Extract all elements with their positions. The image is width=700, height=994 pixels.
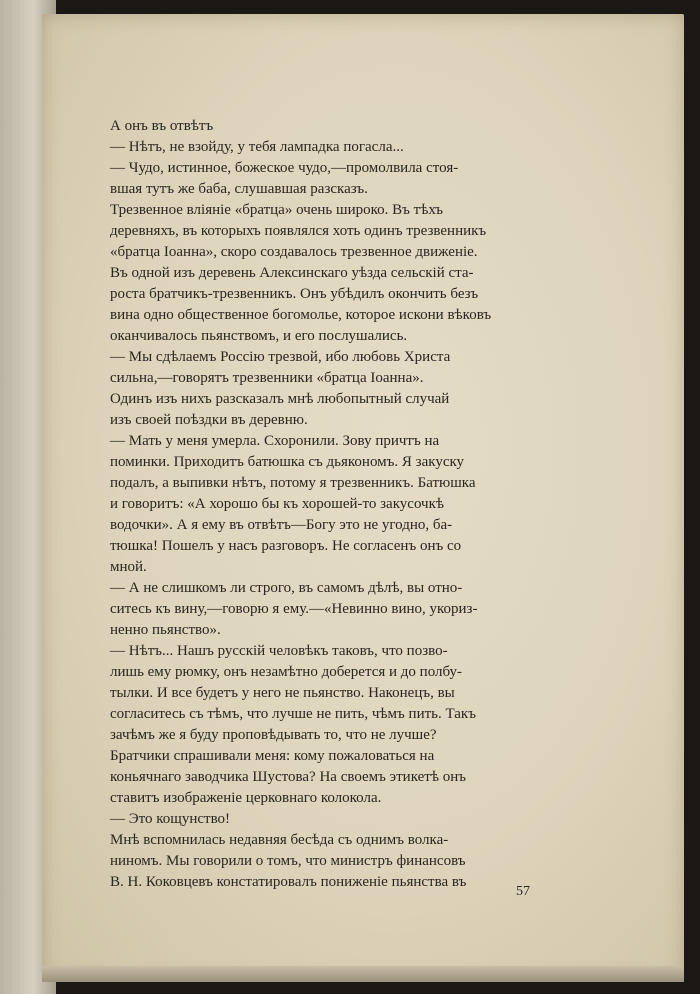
page-text	[110, 116, 540, 893]
paragraph: Одинъ изъ нихъ разсказалъ мнѣ любопытный случай изъ своей поѣздки въ деревню.	[110, 391, 450, 428]
page-number: 57	[516, 884, 530, 899]
paragraph: — Нѣтъ, не взойду, у тебя лампадка погасла...	[110, 139, 404, 155]
page-bottom-edge	[42, 966, 684, 982]
paragraph: — Мать у меня умерла. Схоронили. Зову причтъ на поминки. Приходитъ батюшка съ дьякономъ. Я закуску подалъ, а выпивки нѣтъ, потому я трезвенникъ. Батюшка и говоритъ: «А хорошо бы къ хорошей-то закусочкѣ водочки». А я ему въ отвѣтъ—Богу это не угодно, ба- тюшка! Пошелъ у насъ разговоръ. Не согласенъ онъ со мной.	[110, 433, 476, 575]
paragraph: Мнѣ вспомнилась недавняя бесѣда съ однимъ волка- ниномъ. Мы говорили о томъ, что министръ финансовъ В. Н. Коковцевъ констатировалъ пониженіе пьянства въ	[110, 832, 467, 890]
paragraph: Братчики спрашивали меня: кому пожаловаться на коньячнаго заводчика Шустова? На своемъ этикетѣ онъ ставитъ изображеніе церковнаго колокола.	[110, 748, 466, 806]
paragraph: — Мы сдѣлаемъ Россію трезвой, ибо любовь Христа сильна,—говорятъ трезвенники «братца Іоанна».	[110, 349, 451, 386]
paragraph: А онъ въ отвѣтъ	[110, 118, 214, 134]
paragraph: — Чудо, истинное, божеское чудо,—промолвила стоя- вшая тутъ же баба, слушавшая разсказъ.	[110, 160, 459, 197]
paragraph: — Это кощунство!	[110, 811, 231, 827]
paragraph: — А не слишкомъ ли строго, въ самомъ дѣлѣ, вы отно- ситесь къ вину,—говорю я ему.—«Невинно вино, укориз- ненно пьянство».	[110, 580, 478, 638]
paragraph: Трезвенное вліяніе «братца» очень широко. Въ тѣхъ деревняхъ, въ которыхъ появлялся хоть одинъ трезвенникъ «братца Іоанна», скоро создавалось трезвенное движеніе. Въ одной изъ деревень Алексинскаго уѣзда сельскій ста- роста братчикъ-трезвенникъ. Онъ убѣдилъ окончить безъ вина одно общественное богомолье, которое искони вѣковъ оканчивалось пьянствомъ, и его послушались.	[110, 202, 492, 344]
paragraph: — Нѣтъ... Нашъ русскій человѣкъ таковъ, что позво- лишь ему рюмку, онъ незамѣтно доберется и до полбу- тылки. И все будетъ у него не пьянство. Наконецъ, вы согласитесь съ тѣмъ, что лучше не пить, чѣмъ пить. Такъ зачѣмъ же я буду проповѣдывать то, что не лучше?	[110, 643, 476, 743]
